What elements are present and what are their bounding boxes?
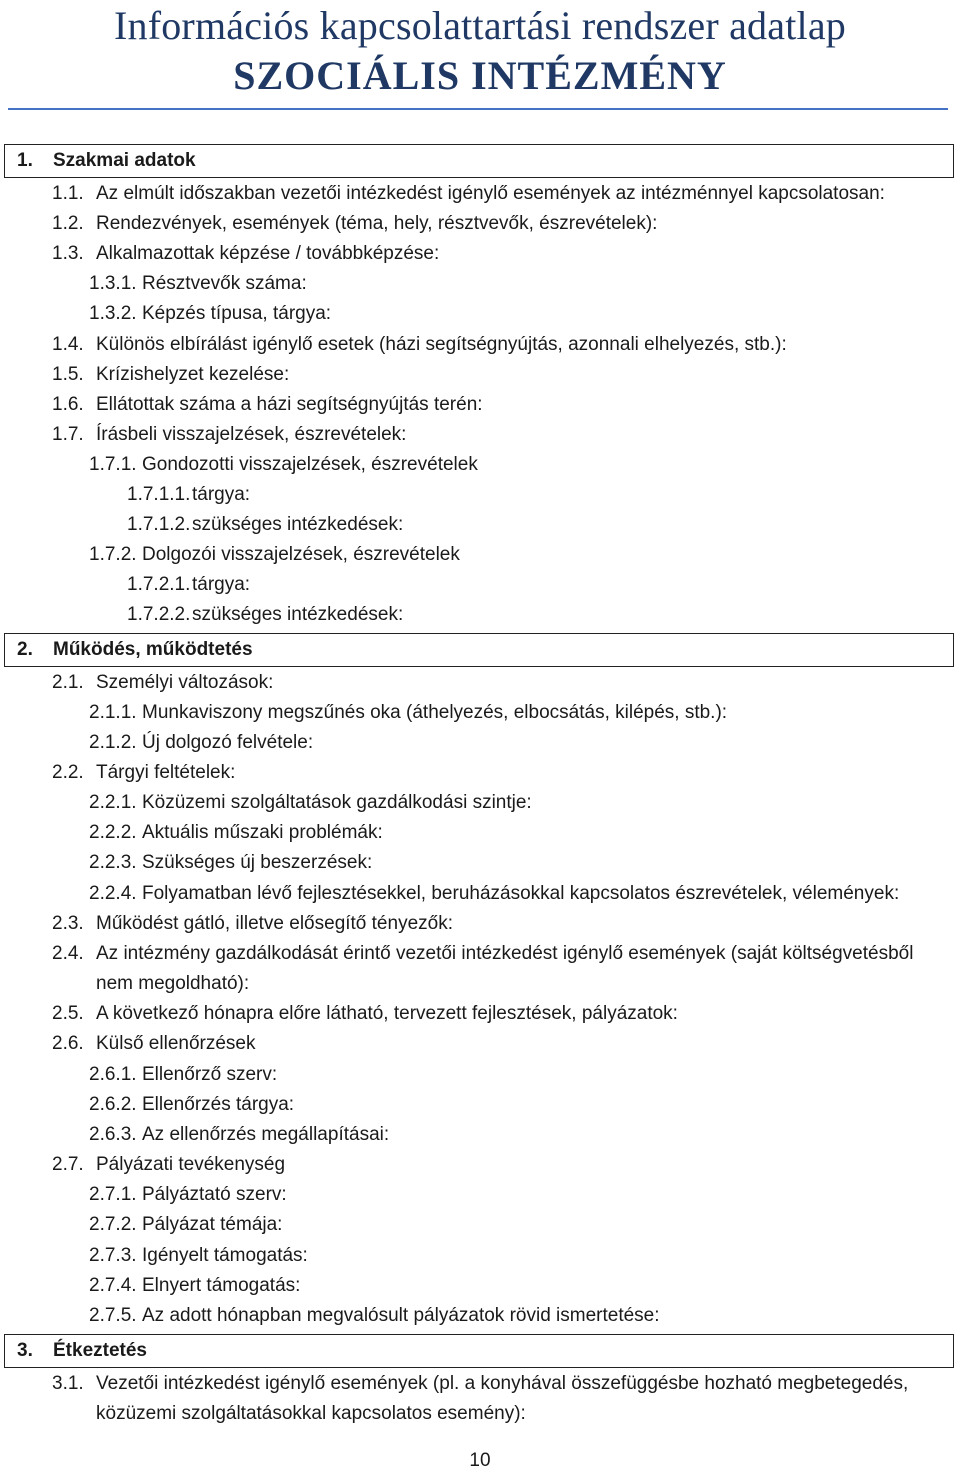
item-text: Alkalmazottak képzése / továbbképzése: [96, 243, 440, 264]
item-text: Ellenőrzés tárgya: [142, 1094, 295, 1115]
item-text: Folyamatban lévő fejlesztésekkel, beruházásokkal kapcsolatos észrevételek, vélemények: [142, 883, 900, 904]
item-number: 2.7.1. [89, 1184, 137, 1205]
item-number: 1.7.2.2. [127, 604, 191, 625]
item-number: 2.6.3. [89, 1124, 137, 1145]
item-number: 1.2. [52, 213, 84, 234]
item-text: Az ellenőrzés megállapításai: [142, 1124, 390, 1145]
section-number: 1. [17, 150, 33, 171]
item-number: 2.2.2. [89, 822, 137, 843]
item-text: Pályáztató szerv: [142, 1184, 287, 1205]
item-text: Különös elbírálást igénylő esetek (házi segítségnyújtás, azonnali elhelyezés, stb.): [96, 334, 787, 355]
item-number: 2.6.1. [89, 1064, 137, 1085]
item-number: 1.7.1.1. [127, 484, 191, 505]
item-text: Igényelt támogatás: [142, 1245, 308, 1266]
item-text: nem megoldható): [96, 973, 250, 994]
item-number: 2.2. [52, 762, 84, 783]
item-number: 2.6. [52, 1033, 84, 1054]
item-text: tárgya: [192, 484, 251, 505]
item-text: Képzés típusa, tárgya: [142, 303, 332, 324]
item-text: Dolgozói visszajelzések, észrevételek [142, 544, 460, 565]
item-text: szükséges intézkedések: [192, 514, 404, 535]
item-text: Krízishelyzet kezelése: [96, 364, 290, 385]
item-number: 2.4. [52, 943, 84, 964]
item-number: 2.1.1. [89, 702, 137, 723]
item-number: 2.7.3. [89, 1245, 137, 1266]
item-number: 1.3.2. [89, 303, 137, 324]
item-text: Új dolgozó felvétele: [142, 732, 314, 753]
item-number: 2.5. [52, 1003, 84, 1024]
item-text: Aktuális műszaki problémák: [142, 822, 383, 843]
item-text: Közüzemi szolgáltatások gazdálkodási szintje: [142, 792, 532, 813]
item-text: Pályázati tevékenység [96, 1154, 286, 1175]
item-number: 3.1. [52, 1373, 84, 1394]
item-text: Szükséges új beszerzések: [142, 852, 373, 873]
section-header-3 [4, 1334, 954, 1368]
section-number: 2. [17, 639, 33, 660]
section-title: Szakmai adatok [53, 150, 196, 171]
item-number: 1.6. [52, 394, 84, 415]
item-number: 1.3.1. [89, 273, 137, 294]
item-number: 2.1. [52, 672, 84, 693]
item-text: tárgya: [192, 574, 251, 595]
item-text: Ellátottak száma a házi segítségnyújtás terén: [96, 394, 483, 415]
item-number: 2.2.1. [89, 792, 137, 813]
item-text: Ellenőrző szerv: [142, 1064, 278, 1085]
form-subtitle: SZOCIÁLIS INTÉZMÉNY [233, 53, 727, 98]
item-number: 1.7.1.2. [127, 514, 191, 535]
item-number: 1.5. [52, 364, 84, 385]
item-text: Az elmúlt időszakban vezetői intézkedést igénylő események az intézménnyel kapcsolatosan: [96, 183, 885, 204]
item-text: Munkaviszony megszűnés oka (áthelyezés, elbocsátás, kilépés, stb.): [142, 702, 728, 723]
item-number: 2.2.3. [89, 852, 137, 873]
item-number: 1.7.2.1. [127, 574, 191, 595]
item-number: 2.7.2. [89, 1214, 137, 1235]
item-text: Külső ellenőrzések [96, 1033, 256, 1054]
item-number: 2.7.5. [89, 1305, 137, 1326]
item-number: 2.2.4. [89, 883, 137, 904]
item-text: Személyi változások: [96, 672, 274, 693]
item-text: Elnyert támogatás: [142, 1275, 301, 1296]
item-number: 2.7.4. [89, 1275, 137, 1296]
section-header-2 [4, 633, 954, 667]
item-text: Az intézmény gazdálkodását érintő vezetői intézkedést igénylő események (saját költségvetésből [96, 943, 914, 964]
item-text: Írásbeli visszajelzések, észrevételek: [96, 424, 407, 445]
item-number: 1.3. [52, 243, 84, 264]
item-number: 1.7. [52, 424, 84, 445]
item-text: Tárgyi feltételek: [96, 762, 236, 783]
item-number: 2.3. [52, 913, 84, 934]
item-number: 1.7.1. [89, 454, 137, 475]
section-title: Étkeztetés [53, 1340, 147, 1361]
title-underline [8, 108, 948, 110]
section-title: Működés, működtetés [53, 639, 253, 660]
item-text: Pályázat témája: [142, 1214, 283, 1235]
item-text: Működést gátló, illetve elősegítő tényezők: [96, 913, 453, 934]
form-title: Információs kapcsolattartási rendszer adatlap [113, 3, 846, 48]
item-text: Gondozotti visszajelzések, észrevételek [142, 454, 478, 475]
page-number: 10 [469, 1450, 491, 1471]
item-text: Az adott hónapban megvalósult pályázatok rövid ismertetése: [142, 1305, 660, 1326]
item-number: 1.4. [52, 334, 84, 355]
item-text: közüzemi szolgáltatásokkal kapcsolatos esemény): [96, 1403, 526, 1424]
item-number: 2.1.2. [89, 732, 137, 753]
section-header-1 [4, 144, 954, 178]
section-number: 3. [17, 1340, 33, 1361]
item-number: 2.7. [52, 1154, 84, 1175]
item-text: Vezetői intézkedést igénylő események (pl. a konyhával összefüggésbe hozható megbetegedés, [96, 1373, 909, 1394]
item-number: 1.1. [52, 183, 84, 204]
item-number: 1.7.2. [89, 544, 137, 565]
item-number: 2.6.2. [89, 1094, 137, 1115]
item-text: Rendezvények, események (téma, hely, résztvevők, észrevételek): [96, 213, 658, 234]
item-text: A következő hónapra előre látható, tervezett fejlesztések, pályázatok: [96, 1003, 678, 1024]
item-text: szükséges intézkedések: [192, 604, 404, 625]
item-text: Résztvevők száma: [142, 273, 307, 294]
